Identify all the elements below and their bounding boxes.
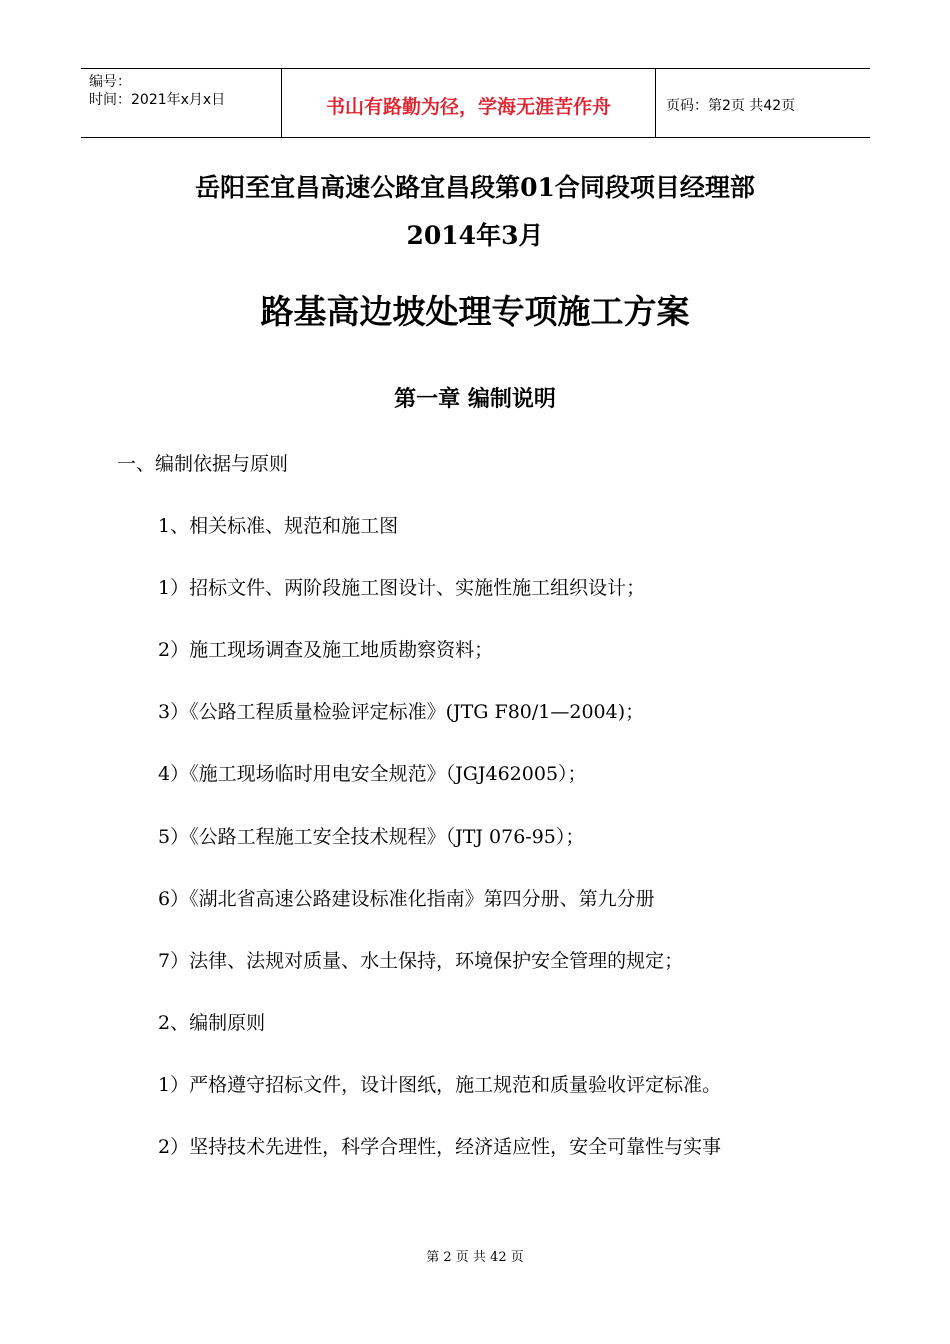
list-item: 1）严格遵守招标文件，设计图纸，施工规范和质量验收评定标准。 xyxy=(158,1074,722,1096)
list-item: 2）坚持技术先进性，科学合理性，经济适应性，安全可靠性与实事 xyxy=(158,1136,722,1158)
section-heading: 一、编制依据与原则 xyxy=(117,453,289,475)
header-motto: 书山有路勤为径，学海无涯苦作舟 xyxy=(282,69,656,137)
header-number: 编号： xyxy=(89,74,131,90)
document-date: 2014年3月 xyxy=(406,221,544,250)
subsection-heading: 2、编制原则 xyxy=(158,1012,266,1034)
document-title: 路基高边坡处理专项施工方案 xyxy=(260,292,690,331)
list-item: 2）施工现场调查及施工地质勘察资料； xyxy=(158,639,494,661)
page-footer: 第 2 页 共 42 页 xyxy=(426,1250,524,1265)
subsection-heading: 1、相关标准、规范和施工图 xyxy=(158,515,399,537)
list-item: 3）《公路工程质量检验评定标准》(JTG F80/1—2004)； xyxy=(158,701,645,723)
list-item: 1）招标文件、两阶段施工图设计、实施性施工组织设计； xyxy=(158,577,646,599)
header-time: 时间：2021年x月x日 xyxy=(89,92,226,108)
list-item: 6）《湖北省高速公路建设标准化指南》第四分册、第九分册 xyxy=(158,888,655,910)
header-meta xyxy=(81,69,282,137)
list-item: 7）法律、法规对质量、水土保持，环境保护安全管理的规定； xyxy=(158,950,684,972)
document-header xyxy=(81,68,870,138)
header-page-info: 页码：第2页 共42页 xyxy=(666,98,796,114)
list-item: 5）《公路工程施工安全技术规程》（JTJ 076-95）； xyxy=(158,826,585,848)
chapter-heading: 第一章 编制说明 xyxy=(394,387,556,412)
organization-name: 岳阳至宜昌高速公路宜昌段第01合同段项目经理部 xyxy=(195,173,755,202)
list-item: 4）《施工现场临时用电安全规范》（JGJ462005）； xyxy=(158,763,587,785)
